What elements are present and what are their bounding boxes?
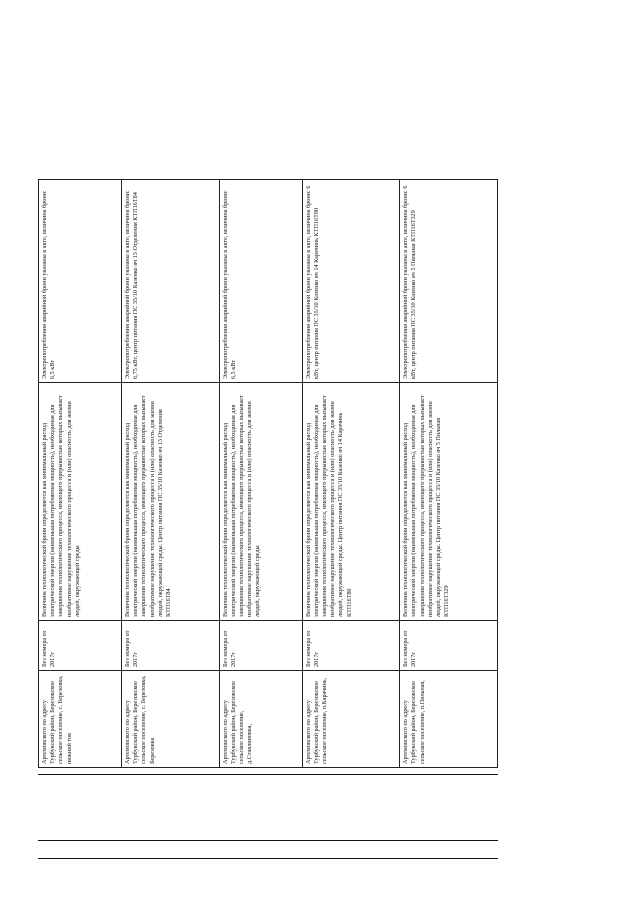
value-cell: Электропотребления аварийной брони указаны в акте, величина брони: 6,5 кВт [39,180,122,383]
period-cell: Без номера от 2017г [219,621,302,671]
description-cell: Величина технологической брони определяется как минимальный расход электрической энергии (наименьшая потребляемая мощность), необходимая для завершения технологического процесса, имеющего прерывистые которых вызывает необратимое нарушение технологического процесса и (или) опасность для жизни людей, окружающей среды. Центр питания ПС 35/10 Казенко яч 13 Отделения КТП16Т84 [121,383,219,621]
table-row [121,180,219,768]
location-cell: Артемовского по адресу Турбукский район, Березовское сельское поселение, п.Карачинь, [302,671,400,768]
table-row [219,180,302,768]
description-cell: Величина технологической брони определяется как минимальный расход электрической энергии (наименьшая потребляемая мощность), необходимая для завершения технологического процесса, имеющего прерывистые которых вызывает необратимое нарушение технологического процесса и (или) опасность для жизни людей, окружающей среды [219,383,302,621]
location-cell: Артемовского по адресу Турбукский район, Березовское сельское поселение, с. Березовка, нижний ток [39,671,122,768]
period-cell: Без номера от 2017г [400,621,498,671]
value-cell: Электропотребления аварийной брони указаны в акте, величина брони: 6 кВт, центр питания ПС 35/10 Казенко яч 14 Карачинь КТП16Т80 [302,180,400,383]
table-row [39,180,122,768]
divider-line [38,858,498,859]
table-row [302,180,400,768]
location-cell: Артемовского по адресу Турбукский район, Березовское сельское поселение, с. Березовка, Березовка [121,671,219,768]
location-cell: Артемовского по адресу Турбукский район, Березовское сельское поселение, п.Пильная, [400,671,498,768]
period-cell: Без номера от 2017г [302,621,400,671]
table-row [400,180,498,768]
period-cell: Без номера от 2017г [121,621,219,671]
divider-line [38,840,498,841]
location-cell: Артемовского по адресу Турбукский район, Березовское сельское поселение, д.Ставлиновка, [219,671,302,768]
period-cell: Без номера от 2017г [39,621,122,671]
description-cell: Величина технологической брони определяется как минимальный расход электрической энергии (наименьшая потребляемая мощность), необходимая для завершения технологического процесса, имеющего прерывистые которых вызывает необратимое нарушение технологического процесса и (или) опасность для жизни людей, окружающей среды. Центр питания ПС 35/10 Казенко яч 5 Пильная КТП16Т329 [400,383,498,621]
divider-line [38,774,498,775]
rotated-table-region [38,180,498,768]
value-cell: Электропотребления аварийной брони указаны в акте, величина брони: 6 кВт, центр питания ПС 35/10 Казенко яч 5 Пильная КТП16Т329 [400,180,498,383]
rotated-table [38,180,498,768]
value-cell: Электропотребления аварийной брони указаны в акте, величина брони: 6,5 кВт [219,180,302,383]
value-cell: Электропотребления аварийной брони указаны в акте, величина брони: 6,75 кВт, центр питания ПС 35/10 Казенко яч 13 Отделения КТП16Т84 [121,180,219,383]
reserve-table [38,179,498,768]
description-cell: Величина технологической брони определяется как минимальный расход электрической энергии (наименьшая потребляемая мощность), необходимая для завершения технологического процесса, имеющего прерывистые которых вызывает необратимое нарушение технологического процесса и (или) опасность для жизни людей, окружающей среды [39,383,122,621]
description-cell: Величина технологической брони определяется как минимальный расход электрической энергии (наименьшая потребляемая мощность), необходимая для завершения технологического процесса, имеющего прерывистые которых вызывает необратимое нарушение технологического процесса и (или) опасность для жизни людей, окружающей среды. Центр питания ПС 35/10 Казенко яч 14 Карачинь КТП16Т80 [302,383,400,621]
